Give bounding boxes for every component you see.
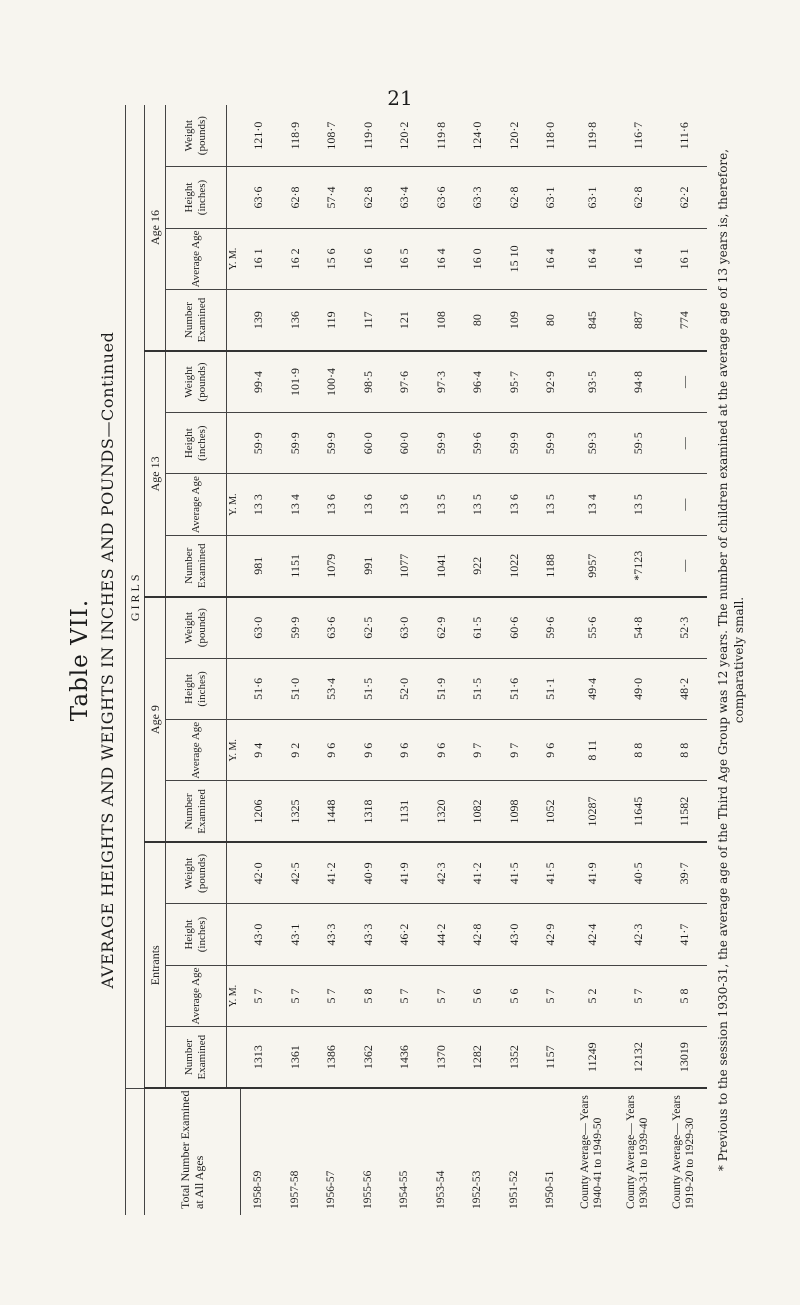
- table-cell: 13 6: [314, 474, 351, 535]
- table-cell: 63·6: [423, 167, 460, 228]
- unit-cell: [227, 842, 241, 903]
- table-cell: 117: [350, 290, 387, 351]
- table-cell: 43·0: [496, 904, 533, 965]
- table-cell: 5 7: [277, 965, 314, 1026]
- table-cell: 41·5: [533, 842, 570, 903]
- weight-header: Weight (pounds): [166, 351, 227, 412]
- table-cell: 63·3: [460, 167, 497, 228]
- table-cell: 5 7: [387, 965, 424, 1026]
- average-age-header: Average Age: [166, 720, 227, 781]
- table-cell: 16 5: [387, 228, 424, 289]
- table-cell: 59·5: [615, 412, 661, 473]
- table-cell: 13 4: [277, 474, 314, 535]
- weight-header: Weight (pounds): [166, 105, 227, 167]
- height-header: Height (inches): [166, 167, 227, 228]
- table-cell: 98·5: [350, 351, 387, 412]
- table-row: [277, 105, 314, 1215]
- table-cell: 13 6: [387, 474, 424, 535]
- table-cell: 42·8: [460, 904, 497, 965]
- table-cell: 11249: [569, 1027, 615, 1088]
- table-cell: 59·6: [460, 412, 497, 473]
- table-cell: 119: [314, 290, 351, 351]
- table-cell: 63·6: [240, 167, 277, 228]
- table-cell: 42·9: [533, 904, 570, 965]
- unit-cell: [227, 412, 241, 473]
- table-cell: 136: [277, 290, 314, 351]
- table-cell: 13 5: [615, 474, 661, 535]
- table-cell: 121·0: [240, 105, 277, 167]
- table-cell: 8 8: [661, 720, 707, 781]
- table-cell: 59·3: [569, 412, 615, 473]
- table-cell: *7123: [615, 535, 661, 596]
- table-cell: 40·5: [615, 842, 661, 903]
- table-cell: 5 7: [615, 965, 661, 1026]
- table-cell: 42·0: [240, 842, 277, 903]
- table-cell: 95·7: [496, 351, 533, 412]
- table-cell: 60·0: [387, 412, 424, 473]
- table-cell: 13 5: [423, 474, 460, 535]
- table-cell: 1362: [350, 1027, 387, 1088]
- table-cell: 1313: [240, 1027, 277, 1088]
- row-label: County Average— Years 1919-20 to 1929-30: [671, 1095, 696, 1209]
- table-cell: 13 5: [533, 474, 570, 535]
- table-row: [387, 105, 424, 1215]
- table-cell: 62·2: [661, 167, 707, 228]
- table-cell: 42·4: [569, 904, 615, 965]
- row-label: County Average— Years 1930-31 to 1939-40: [625, 1095, 650, 1209]
- table-cell: 43·3: [314, 904, 351, 965]
- average-age-header: Average Age: [166, 474, 227, 535]
- table-cell: 12132: [615, 1027, 661, 1088]
- table-cell: 119·0: [350, 105, 387, 167]
- table-cell: 59·6: [533, 597, 570, 658]
- table-row: [533, 105, 570, 1215]
- row-label: 1955-56: [361, 1170, 374, 1209]
- table-cell: 9 6: [423, 720, 460, 781]
- table-cell: 42·3: [423, 842, 460, 903]
- table-cell: 922: [460, 535, 497, 596]
- table-cell: 9 7: [460, 720, 497, 781]
- unit-cell: [227, 658, 241, 719]
- table-cell: 51·1: [533, 658, 570, 719]
- table-cell: 991: [350, 535, 387, 596]
- table-cell: 887: [615, 290, 661, 351]
- table-cell: 5 7: [533, 965, 570, 1026]
- row-label: 1956-57: [325, 1170, 338, 1209]
- unit-cell: [227, 597, 241, 658]
- table-cell: 8 8: [615, 720, 661, 781]
- table-cell: 119·8: [569, 105, 615, 167]
- table-cell: 53·4: [314, 658, 351, 719]
- footnote: * Previous to the session 1930-31, the average age of the Third Age Group was 12 years. The number of children examined at the average age of 13 years is, therefore, comparatively small.: [716, 148, 746, 1172]
- table-cell: 59·9: [496, 412, 533, 473]
- table-cell: 51·6: [240, 658, 277, 719]
- table-cell: 16 4: [423, 228, 460, 289]
- table-cell: 109: [496, 290, 533, 351]
- group-entrants: Entrants: [145, 842, 166, 1088]
- table-cell: 62·5: [350, 597, 387, 658]
- table-cell: 15 6: [314, 228, 351, 289]
- table-cell: 9 6: [533, 720, 570, 781]
- column-header-row: [166, 105, 227, 1215]
- table-cell: 44·2: [423, 904, 460, 965]
- table-cell: 97·3: [423, 351, 460, 412]
- table-cell: —: [661, 535, 707, 596]
- table-cell: 40·9: [350, 842, 387, 903]
- table-cell: 11645: [615, 781, 661, 842]
- table-cell: 5 6: [460, 965, 497, 1026]
- table-cell: 120·2: [496, 105, 533, 167]
- row-label: 1950-51: [544, 1170, 557, 1209]
- table-cell: 97·6: [387, 351, 424, 412]
- table-cell: 41·9: [387, 842, 424, 903]
- average-age-header: Average Age: [166, 965, 227, 1026]
- table-cell: 111·6: [661, 105, 707, 167]
- table-row: [496, 105, 533, 1215]
- table-cell: 1448: [314, 781, 351, 842]
- table-cell: 16 1: [240, 228, 277, 289]
- unit-cell: [227, 904, 241, 965]
- table-cell: 116·7: [615, 105, 661, 167]
- table-cell: 92·9: [533, 351, 570, 412]
- table-cell: 13 4: [569, 474, 615, 535]
- table-cell: 99·4: [240, 351, 277, 412]
- table-cell: 139: [240, 290, 277, 351]
- table-cell: 9 6: [350, 720, 387, 781]
- table-cell: 981: [240, 535, 277, 596]
- table-cell: 120·2: [387, 105, 424, 167]
- table-cell: 1352: [496, 1027, 533, 1088]
- unit-cell: [227, 535, 241, 596]
- table-cell: 96·4: [460, 351, 497, 412]
- table-cell: 9 6: [314, 720, 351, 781]
- rotated-table-block: [65, 105, 746, 1215]
- table-cell: 845: [569, 290, 615, 351]
- table-cell: 80: [533, 290, 570, 351]
- table-cell: 94·8: [615, 351, 661, 412]
- table-cell: 59·9: [533, 412, 570, 473]
- table-cell: 5 8: [661, 965, 707, 1026]
- table-cell: 9 2: [277, 720, 314, 781]
- table-cell: 51·6: [496, 658, 533, 719]
- table-cell: 51·0: [277, 658, 314, 719]
- table-cell: 57·4: [314, 167, 351, 228]
- table-cell: 108: [423, 290, 460, 351]
- number-examined-header: Number Examined: [166, 535, 227, 596]
- table-cell: 5 2: [569, 965, 615, 1026]
- heights-weights-table: [125, 105, 707, 1215]
- table-cell: 100·4: [314, 351, 351, 412]
- table-cell: 9 4: [240, 720, 277, 781]
- table-cell: 1386: [314, 1027, 351, 1088]
- table-row: [460, 105, 497, 1215]
- table-cell: 59·9: [314, 412, 351, 473]
- table-cell: 63·1: [569, 167, 615, 228]
- table-cell: —: [661, 351, 707, 412]
- table-cell: 1131: [387, 781, 424, 842]
- table-cell: 9 6: [387, 720, 424, 781]
- table-cell: 62·9: [423, 597, 460, 658]
- table-cell: 121: [387, 290, 424, 351]
- page-number: 21: [387, 86, 413, 110]
- unit-cell: [227, 105, 241, 167]
- number-examined-header: Number Examined: [166, 290, 227, 351]
- table-cell: 108·7: [314, 105, 351, 167]
- table-cell: 43·1: [277, 904, 314, 965]
- table-cell: 39·7: [661, 842, 707, 903]
- row-label: 1958-59: [252, 1170, 265, 1209]
- weight-header: Weight (pounds): [166, 597, 227, 658]
- group-age-9: Age 9: [145, 597, 166, 843]
- row-label: 1954-55: [398, 1170, 411, 1209]
- table-cell: 124·0: [460, 105, 497, 167]
- table-cell: 49·0: [615, 658, 661, 719]
- table-cell: 42·3: [615, 904, 661, 965]
- table-cell: 5 6: [496, 965, 533, 1026]
- table-cell: 118·0: [533, 105, 570, 167]
- table-cell: 5 7: [314, 965, 351, 1026]
- table-cell: 16 4: [533, 228, 570, 289]
- table-cell: 41·7: [661, 904, 707, 965]
- weight-header: Weight (pounds): [166, 842, 227, 903]
- table-cell: 1370: [423, 1027, 460, 1088]
- row-label: 1951-52: [507, 1170, 520, 1209]
- table-cell: 60·0: [350, 412, 387, 473]
- table-row: [240, 105, 277, 1215]
- table-cell: 59·9: [277, 597, 314, 658]
- table-cell: 41·5: [496, 842, 533, 903]
- table-cell: 62·8: [350, 167, 387, 228]
- table-cell: 15 10: [496, 228, 533, 289]
- table-cell: 1320: [423, 781, 460, 842]
- table-cell: 16 6: [350, 228, 387, 289]
- table-cell: 1077: [387, 535, 424, 596]
- table-body: [240, 105, 707, 1215]
- group-age-13: Age 13: [145, 351, 166, 597]
- height-header: Height (inches): [166, 904, 227, 965]
- group-age-16: Age 16: [145, 105, 166, 351]
- table-cell: 1436: [387, 1027, 424, 1088]
- table-cell: 13 5: [460, 474, 497, 535]
- table-cell: 101·9: [277, 351, 314, 412]
- table-cell: 42·5: [277, 842, 314, 903]
- table-cell: 61·5: [460, 597, 497, 658]
- table-cell: 63·6: [314, 597, 351, 658]
- table-cell: 5 8: [350, 965, 387, 1026]
- table-cell: 1098: [496, 781, 533, 842]
- unit-cell: [227, 781, 241, 842]
- table-cell: 59·9: [277, 412, 314, 473]
- table-cell: 60·6: [496, 597, 533, 658]
- average-row: [661, 105, 707, 1215]
- table-cell: 48·2: [661, 658, 707, 719]
- table-cell: —: [661, 412, 707, 473]
- average-age-header: Average Age: [166, 228, 227, 289]
- group-header-row: [145, 105, 166, 1215]
- table-cell: 63·0: [240, 597, 277, 658]
- table-cell: 1206: [240, 781, 277, 842]
- table-cell: 774: [661, 290, 707, 351]
- unit-row: [227, 105, 241, 1215]
- table-cell: 51·9: [423, 658, 460, 719]
- table-cell: 8 11: [569, 720, 615, 781]
- corner-header: Total Number Examined at All Ages: [145, 1088, 241, 1215]
- table-cell: 1022: [496, 535, 533, 596]
- row-label: 1952-53: [471, 1170, 484, 1209]
- age-units-label: Y. M.: [227, 965, 241, 1026]
- table-cell: 10287: [569, 781, 615, 842]
- table-cell: 1361: [277, 1027, 314, 1088]
- table-cell: 1282: [460, 1027, 497, 1088]
- section-header-row: [126, 105, 145, 1215]
- table-cell: 1318: [350, 781, 387, 842]
- table-cell: 16 2: [277, 228, 314, 289]
- table-cell: 62·8: [496, 167, 533, 228]
- table-row: [350, 105, 387, 1215]
- table-cell: 55·6: [569, 597, 615, 658]
- unit-cell: [227, 1027, 241, 1088]
- table-cell: 119·8: [423, 105, 460, 167]
- table-cell: 63·0: [387, 597, 424, 658]
- table-cell: 41·2: [314, 842, 351, 903]
- table-cell: 16 0: [460, 228, 497, 289]
- table-cell: 62·8: [615, 167, 661, 228]
- table-cell: 49·4: [569, 658, 615, 719]
- table-cell: 1041: [423, 535, 460, 596]
- row-label: County Average— Years 1940-41 to 1949-50: [579, 1095, 604, 1209]
- unit-cell: [227, 351, 241, 412]
- table-cell: 1079: [314, 535, 351, 596]
- table-cell: 51·5: [350, 658, 387, 719]
- table-cell: 80: [460, 290, 497, 351]
- table-cell: 16 4: [569, 228, 615, 289]
- table-cell: 16 4: [615, 228, 661, 289]
- unit-cell: [227, 167, 241, 228]
- table-cell: 5 7: [423, 965, 460, 1026]
- table-cell: 62·8: [277, 167, 314, 228]
- table-cell: 51·5: [460, 658, 497, 719]
- table-cell: 43·0: [240, 904, 277, 965]
- table-cell: 13019: [661, 1027, 707, 1088]
- number-examined-header: Number Examined: [166, 781, 227, 842]
- table-cell: 46·2: [387, 904, 424, 965]
- table-cell: 5 7: [240, 965, 277, 1026]
- age-units-label: Y. M.: [227, 720, 241, 781]
- table-row: [423, 105, 460, 1215]
- table-cell: 93·5: [569, 351, 615, 412]
- table-cell: 1157: [533, 1027, 570, 1088]
- table-cell: 52·3: [661, 597, 707, 658]
- table-cell: 1052: [533, 781, 570, 842]
- height-header: Height (inches): [166, 412, 227, 473]
- table-cell: 13 6: [350, 474, 387, 535]
- table-cell: 118·9: [277, 105, 314, 167]
- unit-cell: [227, 290, 241, 351]
- table-cell: 1082: [460, 781, 497, 842]
- table-cell: 13 3: [240, 474, 277, 535]
- average-row: [569, 105, 615, 1215]
- table-cell: 1325: [277, 781, 314, 842]
- section-label: GIRLS: [126, 105, 145, 1088]
- number-examined-header: Number Examined: [166, 1027, 227, 1088]
- height-header: Height (inches): [166, 658, 227, 719]
- age-units-label: Y. M.: [227, 228, 241, 289]
- table-cell: 59·9: [240, 412, 277, 473]
- table-cell: 52·0: [387, 658, 424, 719]
- table-cell: 11582: [661, 781, 707, 842]
- corner-blank: [126, 1088, 145, 1215]
- age-units-label: Y. M.: [227, 474, 241, 535]
- table-subtitle: AVERAGE HEIGHTS AND WEIGHTS IN INCHES AND POUNDS—Continued: [98, 331, 117, 989]
- table-cell: 1151: [277, 535, 314, 596]
- table-cell: —: [661, 474, 707, 535]
- average-row: [615, 105, 661, 1215]
- table-row: [314, 105, 351, 1215]
- table-cell: 9957: [569, 535, 615, 596]
- row-label: 1953-54: [434, 1170, 447, 1209]
- table-cell: 9 7: [496, 720, 533, 781]
- table-cell: 41·2: [460, 842, 497, 903]
- table-cell: 43·3: [350, 904, 387, 965]
- table-cell: 13 6: [496, 474, 533, 535]
- table-title: Table VII.: [67, 598, 93, 722]
- table-cell: 41·9: [569, 842, 615, 903]
- table-cell: 16 1: [661, 228, 707, 289]
- table-cell: 63·4: [387, 167, 424, 228]
- table-cell: 1188: [533, 535, 570, 596]
- table-cell: 59·9: [423, 412, 460, 473]
- table-cell: 54·8: [615, 597, 661, 658]
- table-cell: 63·1: [533, 167, 570, 228]
- row-label: 1957-58: [288, 1170, 301, 1209]
